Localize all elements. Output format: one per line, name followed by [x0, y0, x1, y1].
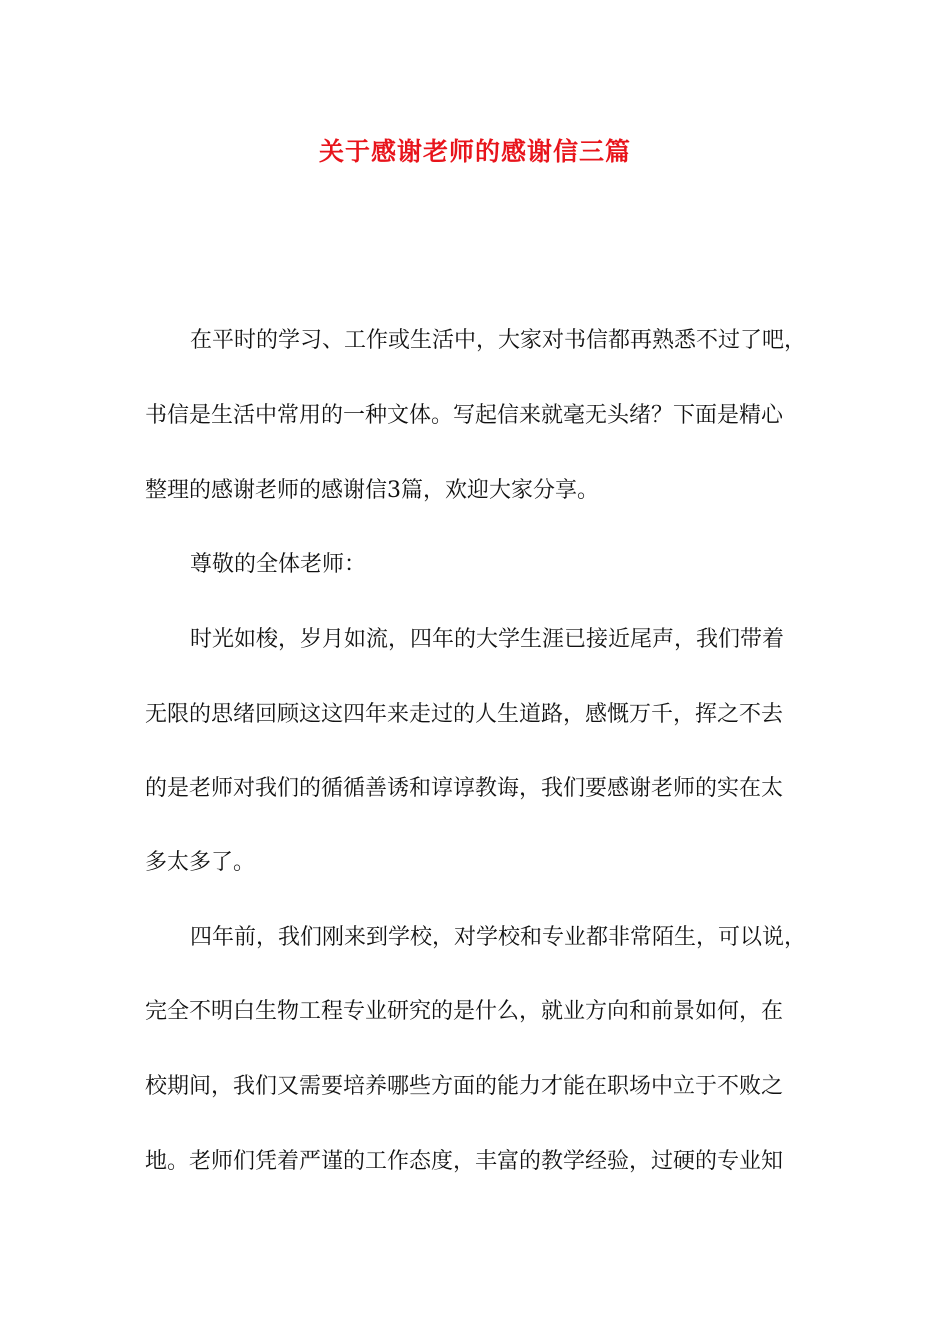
paragraph-3-line-2: 完全不明白生物工程专业研究的是什么，就业方向和前景如何，在 [145, 999, 784, 1024]
paragraph-3-line-4: 地。老师们凭着严谨的工作态度，丰富的教学经验，过硬的专业知 [145, 1149, 784, 1174]
paragraph-2-line-2: 无限的思绪回顾这这四年来走过的人生道路，感慨万千，挥之不去 [145, 702, 784, 727]
salutation: 尊敬的全体老师： [190, 552, 367, 577]
paragraph-3-line-3: 校期间，我们又需要培养哪些方面的能力才能在职场中立于不败之 [145, 1074, 784, 1099]
paragraph-2-line-1: 时光如梭，岁月如流，四年的大学生涯已接近尾声，我们带着 [190, 627, 785, 652]
paragraph-2-line-4: 多太多了。 [145, 850, 256, 875]
paragraph-2-line-3: 的是老师对我们的循循善诱和谆谆教诲，我们要感谢老师的实在太 [145, 776, 784, 801]
paragraph-1-line-1: 在平时的学习、工作或生活中，大家对书信都再熟悉不过了吧， [190, 328, 807, 353]
document-title: 关于感谢老师的感谢信三篇 [318, 137, 631, 166]
paragraph-1-line-2: 书信是生活中常用的一种文体。写起信来就毫无头绪？下面是精心 [145, 403, 784, 428]
paragraph-1-line-3: 整理的感谢老师的感谢信3篇，欢迎大家分享。 [145, 478, 599, 503]
paragraph-3-line-1: 四年前，我们刚来到学校，对学校和专业都非常陌生，可以说， [190, 925, 807, 950]
